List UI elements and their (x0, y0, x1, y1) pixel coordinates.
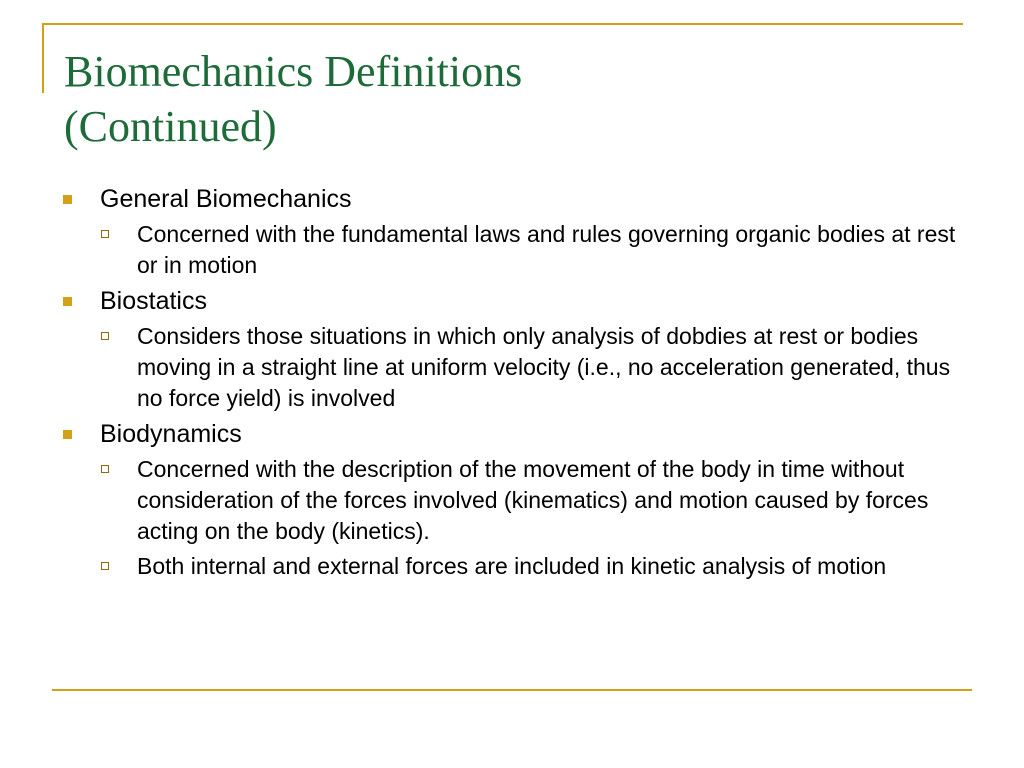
sub-bullet (60, 219, 970, 281)
hollow-square-bullet-icon (101, 230, 109, 238)
square-bullet-icon (63, 195, 72, 204)
bullet-biostatics (60, 285, 970, 317)
bullet-heading: General Biomechanics (100, 185, 352, 213)
slide-title-line-1: Biomechanics Definitions (64, 47, 523, 96)
sub-bullet (60, 321, 970, 414)
square-bullet-icon (63, 297, 72, 306)
bullet-heading: Biodynamics (100, 420, 242, 448)
frame-top-rule (42, 23, 963, 25)
sub-bullet-text: Concerned with the fundamental laws and rules governing organic bodies at rest or in motion (137, 221, 956, 278)
sub-bullet-text: Both internal and external forces are included in kinetic analysis of motion (137, 553, 887, 579)
bullet-biodynamics (60, 418, 970, 450)
hollow-square-bullet-icon (101, 332, 109, 340)
sub-bullet-text: Concerned with the description of the movement of the body in time without consideration of the forces involved (kinematics) and motion caused by forces acting on the body (kinetics). (137, 456, 929, 544)
square-bullet-icon (63, 430, 72, 439)
slide-body (60, 183, 970, 586)
frame-left-rule (42, 23, 44, 93)
slide-title (64, 44, 964, 154)
hollow-square-bullet-icon (101, 562, 109, 570)
slide-title-line-2: (Continued) (64, 102, 277, 151)
sub-bullet-text: Considers those situations in which only analysis of dobdies at rest or bodies moving in a straight line at uniform velocity (i.e., no acceleration generated, thus no force yield) is involved (137, 323, 951, 411)
sub-bullet (60, 551, 970, 582)
bullet-general-biomechanics (60, 183, 970, 215)
bullet-heading: Biostatics (100, 287, 207, 315)
hollow-square-bullet-icon (101, 465, 109, 473)
frame-bottom-rule (52, 689, 972, 691)
sub-bullet (60, 454, 970, 547)
